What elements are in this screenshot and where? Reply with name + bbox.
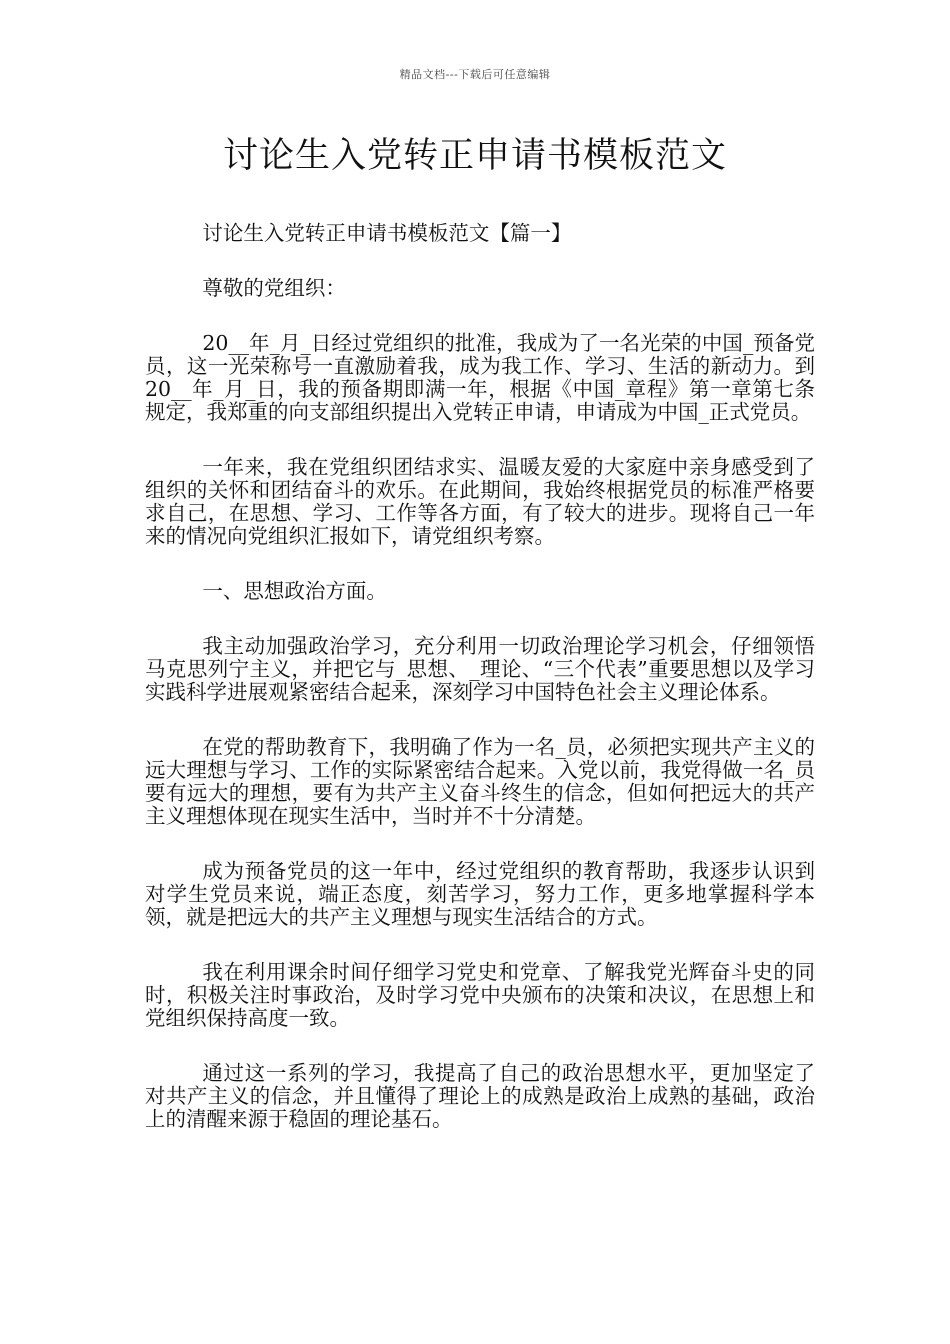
header-note: 精品文档---下载后可任意编辑 <box>399 68 551 81</box>
body-paragraph: 通过这一系列的学习，我提高了自己的政治思想水平，更加坚定了对共产主义的信念，并且懂得了理论上的成熟是政治上成熟的基础，政治上的清醒来源于稳固的理论基石。 <box>145 1061 815 1131</box>
body-paragraph: 一年来，我在党组织团结求实、温暖友爱的大家庭中亲身感受到了组织的关怀和团结奋斗的欢乐。在此期间，我始终根据党员的标准严格要求自己，在思想、学习、工作等各方面，有了较大的进步。现将自己一年来的情况向党组织汇报如下，请党组织考察。 <box>145 455 815 548</box>
subsection-heading: 一、思想政治方面。 <box>202 579 387 603</box>
body-paragraph: 成为预备党员的这一年中，经过党组织的教育帮助，我逐步认识到对学生党员来说，端正态度，刻苦学习，努力工作，更多地掌握科学本领，就是把远大的共产主义理想与现实生活结合的方式。 <box>145 859 815 929</box>
document-title: 讨论生入党转正申请书模板范文 <box>222 136 727 176</box>
body-paragraph: 在党的帮助教育下，我明确了作为一名_员，必须把实现共产主义的远大理想与学习、工作的实际紧密结合起来。入党以前，我党得做一名_员要有远大的理想，要有为共产主义奋斗终生的信念，但如何把远大的共产主义理想体现在现实生活中，当时并不十分清楚。 <box>145 735 815 828</box>
body-paragraph: 20__年_月_日经过党组织的批准，我成为了一名光荣的中国_预备党员，这一光荣称号一直激励着我，成为我工作、学习、生活的新动力。到20__年_月_日，我的预备期即满一年，根据《中国_章程》第一章第七条规定，我郑重的向支部组织提出入党转正申请，申请成为中国_正式党员。 <box>145 331 815 424</box>
body-paragraph: 我主动加强政治学习，充分利用一切政治理论学习机会，仔细领悟马克思列宁主义，并把它与_思想、_理论、“三个代表”重要思想以及学习实践科学进展观紧密结合起来，深刻学习中国特色社会主义理论体系。 <box>145 634 815 704</box>
body-paragraph: 我在利用课余时间仔细学习党史和党章、了解我党光辉奋斗史的同时，积极关注时事政治，及时学习党中央颁布的决策和决议，在思想上和党组织保持高度一致。 <box>145 960 815 1030</box>
document-body <box>145 222 815 1163</box>
salutation: 尊敬的党组织： <box>202 276 346 300</box>
section-heading: 讨论生入党转正申请书模板范文【篇一】 <box>202 221 572 245</box>
